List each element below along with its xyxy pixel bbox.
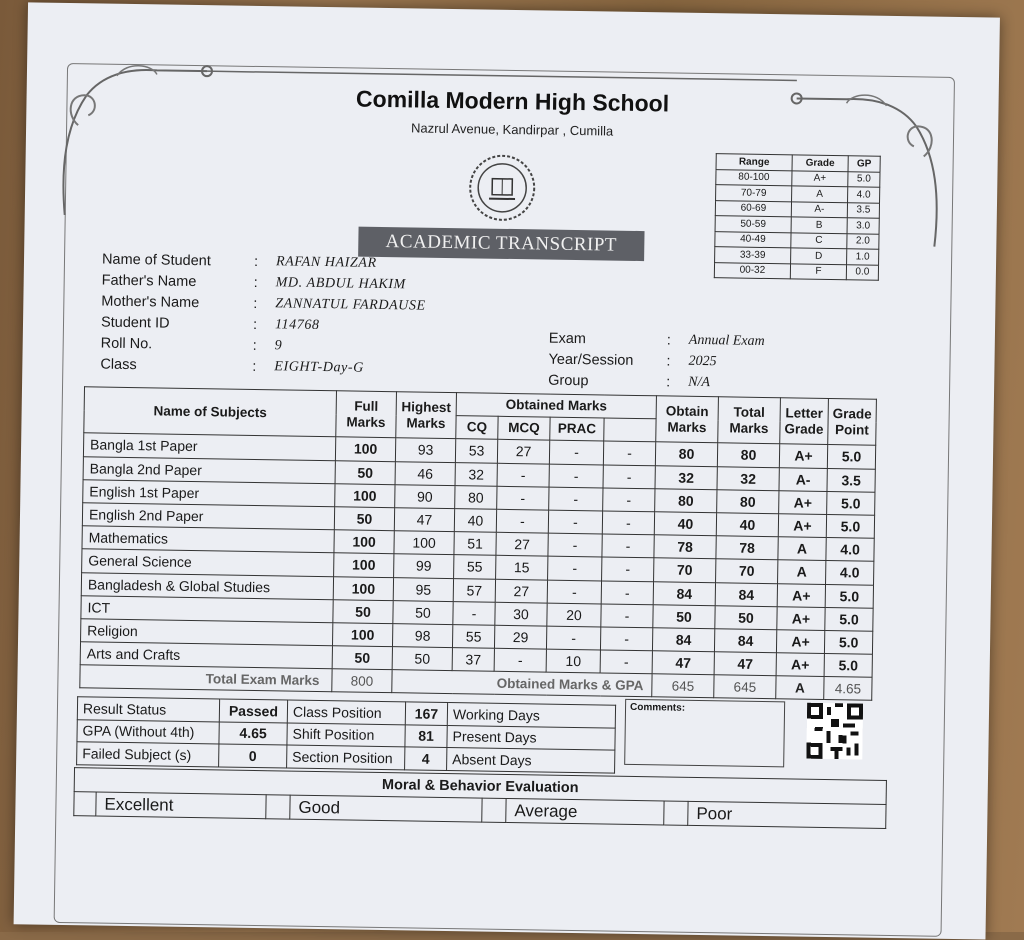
total-full-marks: 800 bbox=[332, 669, 392, 693]
poor-checkbox bbox=[664, 801, 688, 825]
header-blank bbox=[604, 418, 656, 442]
total-gpa: 4.65 bbox=[824, 677, 872, 701]
failed-subject-value: 0 bbox=[219, 744, 287, 768]
table-row: General Science 100 99 55 15 - - 70 70 A 4.0 bbox=[82, 549, 874, 585]
result-status-value: Passed bbox=[219, 699, 287, 723]
school-name: Comilla Modern High School bbox=[26, 80, 998, 122]
header-grade-point: Grade Point bbox=[828, 398, 877, 445]
grade-scale-table bbox=[714, 153, 881, 281]
header-mcq: MCQ bbox=[498, 416, 550, 440]
result-status-table bbox=[76, 696, 616, 773]
gpa-value: 4.65 bbox=[219, 721, 287, 745]
moral-option-average: Average bbox=[506, 798, 664, 824]
comments-label: Comments: bbox=[630, 702, 685, 714]
total-total: 645 bbox=[714, 675, 776, 699]
header-obtain-marks: Obtain Marks bbox=[656, 396, 719, 443]
average-checkbox bbox=[482, 798, 506, 822]
scale-row: 00-32 F 0.0 bbox=[714, 262, 878, 280]
absent-days-label: Absent Days bbox=[447, 748, 615, 773]
scale-row: 33-39 D 1.0 bbox=[715, 247, 879, 265]
shift-position-value: 81 bbox=[405, 724, 447, 747]
scale-header-range: Range bbox=[716, 154, 792, 171]
exam-info: Exam : Annual Exam Year/Session : 2025 Group : N/A bbox=[548, 331, 809, 399]
total-grade: A bbox=[776, 676, 824, 700]
obtained-gpa-label: Obtained Marks & GPA bbox=[392, 670, 652, 697]
scale-header-grade: Grade bbox=[792, 155, 848, 171]
excellent-checkbox bbox=[74, 792, 96, 816]
year-value: 2025 bbox=[688, 354, 716, 370]
table-row: Bangladesh & Global Studies 100 95 57 27 - - 84 84 A+ 5.0 bbox=[81, 572, 873, 608]
roll-value: 9 bbox=[275, 338, 283, 354]
result-status-label: Result Status bbox=[77, 697, 219, 722]
header-letter-grade: Letter Grade bbox=[780, 398, 829, 445]
header-subject: Name of Subjects bbox=[84, 387, 337, 437]
moral-option-poor: Poor bbox=[688, 801, 886, 828]
header-total-marks: Total Marks bbox=[718, 397, 781, 444]
shift-position-label: Shift Position bbox=[287, 723, 405, 747]
total-obtain: 645 bbox=[652, 674, 714, 698]
table-row: Arts and Crafts 50 50 37 - 10 - 47 47 A+ 5.0 bbox=[80, 642, 872, 678]
scale-header-gp: GP bbox=[848, 156, 880, 172]
good-checkbox bbox=[266, 795, 290, 819]
section-position-value: 4 bbox=[405, 747, 447, 770]
student-info: Name of Student : RAFAN HAIZAR Father's Name : MD. ABDUL HAKIM Mother's Name : ZANNATUL FARDAUSE Student ID : 114768 Roll No. : 9 Class : EIGHT-Day-G bbox=[100, 252, 522, 389]
present-days-label: Present Days bbox=[447, 725, 615, 750]
table-row: Mathematics 100 100 51 27 - - 78 78 A 4.0 bbox=[82, 526, 874, 562]
scale-row: 40-49 C 2.0 bbox=[715, 231, 879, 249]
comments-box bbox=[624, 699, 785, 768]
table-row: Bangla 1st Paper 100 93 53 27 - - 80 80 A+ 5.0 bbox=[83, 433, 875, 469]
class-position-label: Class Position bbox=[287, 700, 405, 724]
section-position-label: Section Position bbox=[287, 745, 405, 769]
header-highest-marks: Highest Marks bbox=[396, 392, 457, 439]
student-id-value: 114768 bbox=[275, 317, 320, 334]
scale-row: 80-100 A+ 5.0 bbox=[716, 169, 880, 187]
student-name-value: RAFAN HAIZAR bbox=[276, 254, 377, 272]
transcript-banner: ACADEMIC TRANSCRIPT bbox=[358, 227, 644, 261]
working-days-label: Working Days bbox=[447, 703, 615, 728]
scale-row: 50-59 B 3.0 bbox=[715, 216, 879, 234]
header-obtained-marks: Obtained Marks bbox=[456, 393, 656, 419]
table-row: Religion 100 98 55 29 - - 84 84 A+ 5.0 bbox=[81, 619, 873, 655]
failed-subject-label: Failed Subject (s) bbox=[77, 742, 219, 767]
table-row: English 1st Paper 100 90 80 - - - 80 80 A+ 5.0 bbox=[83, 480, 875, 516]
header-full-marks: Full Marks bbox=[336, 391, 397, 438]
moral-title: Moral & Behavior Evaluation bbox=[74, 768, 886, 805]
class-value: EIGHT-Day-G bbox=[274, 359, 364, 376]
moral-option-good: Good bbox=[290, 795, 482, 822]
marks-table bbox=[79, 386, 877, 701]
class-position-value: 167 bbox=[405, 702, 447, 725]
table-row: Bangla 2nd Paper 50 46 32 - - - 32 32 A- 3.5 bbox=[83, 456, 875, 492]
qr-code bbox=[806, 703, 863, 760]
header-cq: CQ bbox=[456, 416, 498, 440]
total-label: Total Exam Marks bbox=[80, 665, 332, 692]
transcript-paper bbox=[14, 2, 1000, 939]
father-name-value: MD. ABDUL HAKIM bbox=[276, 275, 406, 293]
school-logo bbox=[467, 152, 538, 223]
group-value: N/A bbox=[688, 375, 710, 391]
gpa-label: GPA (Without 4th) bbox=[77, 719, 219, 744]
mother-name-value: ZANNATUL FARDAUSE bbox=[275, 296, 426, 314]
header-prac: PRAC bbox=[550, 417, 604, 441]
scale-row: 60-69 A- 3.5 bbox=[715, 200, 879, 218]
scale-row: 70-79 A 4.0 bbox=[716, 185, 880, 203]
table-row: ICT 50 50 - 30 20 - 50 50 A+ 5.0 bbox=[81, 595, 873, 631]
table-row: English 2nd Paper 50 47 40 - - - 40 40 A+ 5.0 bbox=[82, 503, 874, 539]
school-address: Nazrul Avenue, Kandirpar , Cumilla bbox=[26, 114, 998, 144]
moral-option-excellent: Excellent bbox=[96, 792, 266, 819]
exam-value: Annual Exam bbox=[689, 333, 765, 350]
